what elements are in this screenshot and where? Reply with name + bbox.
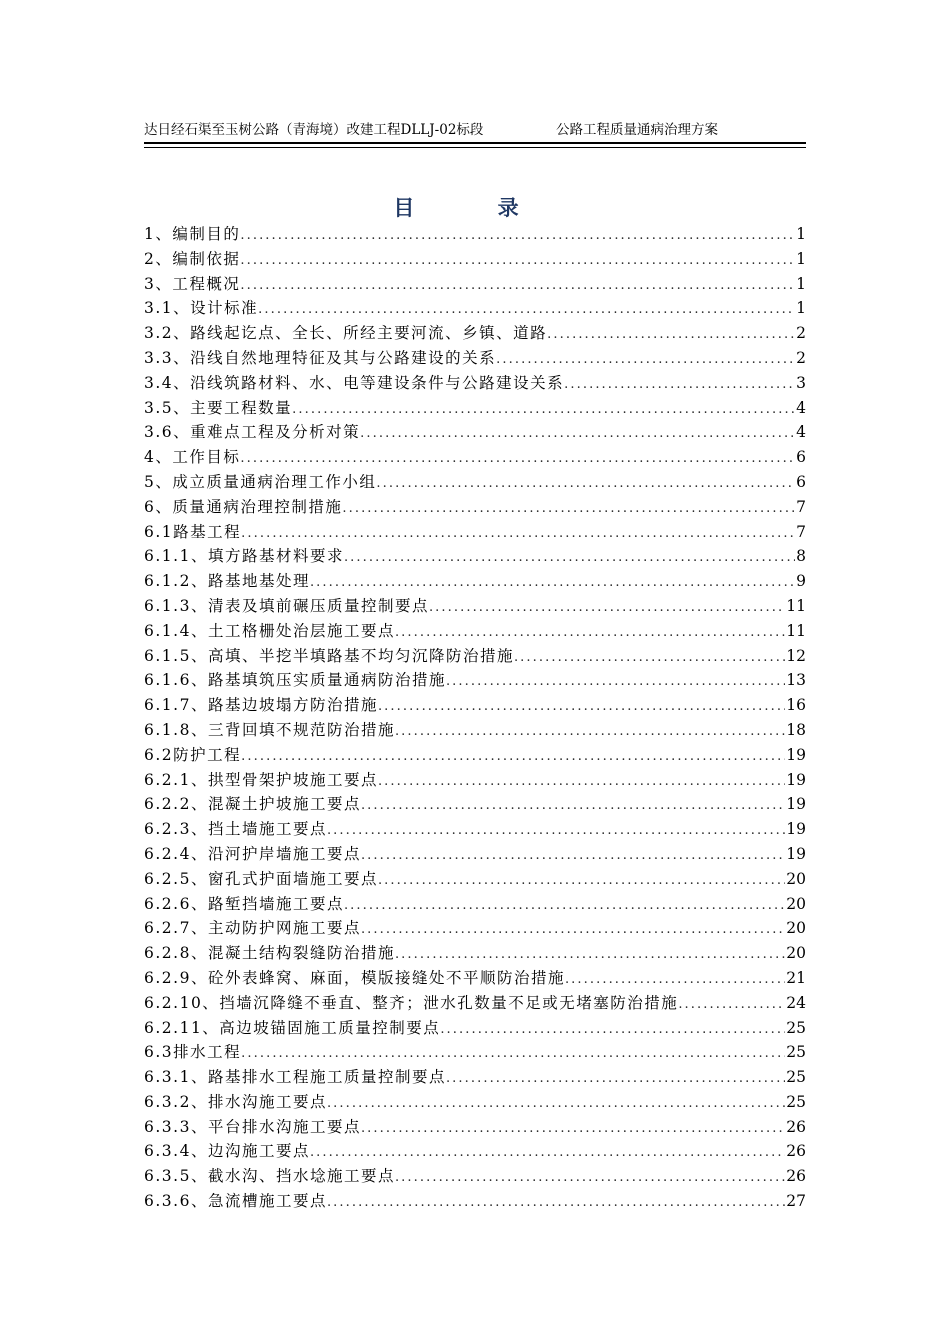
toc-entry-title: 6.1.8、三背回填不规范防治措施	[144, 720, 395, 739]
toc-entry[interactable]	[144, 594, 806, 619]
toc-entry[interactable]	[144, 520, 806, 545]
toc-entry[interactable]	[144, 941, 806, 966]
toc-entry[interactable]	[144, 544, 806, 569]
toc-entry-page: 7	[796, 522, 806, 541]
toc-entry-title: 6.1路基工程	[144, 522, 242, 541]
toc-leader-dots	[240, 224, 795, 249]
toc-entry-title: 6.3.3、平台排水沟施工要点	[144, 1117, 361, 1136]
toc-entry-title: 6.3排水工程	[144, 1043, 242, 1062]
toc-entry[interactable]	[144, 1090, 806, 1115]
toc-entry-title: 6.1.5、高填、半挖半填路基不均匀沉降防治措施	[144, 646, 514, 665]
toc-entry-title: 6、质量通病治理控制措施	[144, 497, 343, 516]
toc-entry-page: 25	[786, 1068, 806, 1087]
toc-entry-title: 6.3.6、急流槽施工要点	[144, 1192, 327, 1211]
toc-entry[interactable]	[144, 296, 806, 321]
toc-entry[interactable]	[144, 668, 806, 693]
toc-leader-dots	[292, 398, 795, 423]
toc-leader-dots	[310, 1141, 785, 1166]
header-document-name: 公路工程质量通病治理方案	[556, 122, 718, 138]
toc-entry[interactable]	[144, 396, 806, 421]
toc-entry-page: 25	[786, 1043, 806, 1062]
toc-entry-title: 3、工程概况	[144, 274, 241, 293]
toc-entry-title: 6.1.2、路基地基处理	[144, 572, 310, 591]
toc-entry-title: 6.2.10、挡墙沉降缝不垂直、整齐；泄水孔数量不足或无堵塞防治措施	[144, 993, 679, 1012]
toc-leader-dots	[376, 472, 795, 497]
toc-entry[interactable]	[144, 619, 806, 644]
toc-entry-page: 20	[786, 944, 806, 963]
toc-entry[interactable]	[144, 867, 806, 892]
toc-entry-title: 6.2.6、路堑挡墙施工要点	[144, 894, 344, 913]
toc-entry-title: 6.2.11、高边坡锚固施工质量控制要点	[144, 1018, 441, 1037]
toc-entry-title: 3.4、沿线筑路材料、水、电等建设条件与公路建设关系	[144, 373, 565, 392]
toc-leader-dots	[327, 1092, 785, 1117]
toc-entry-page: 12	[786, 646, 806, 665]
toc-entry[interactable]	[144, 495, 806, 520]
toc-entry-title: 6.2.2、混凝土护坡施工要点	[144, 795, 361, 814]
toc-entry-page: 6	[796, 448, 806, 467]
toc-entry[interactable]	[144, 420, 806, 445]
toc-entry-title: 6.1.4、土工格栅处治层施工要点	[144, 621, 395, 640]
toc-leader-dots	[429, 596, 785, 621]
toc-entry-page: 13	[786, 671, 806, 690]
toc-leader-dots	[395, 621, 785, 646]
toc-entry-page: 2	[796, 348, 806, 367]
toc-leader-dots	[361, 1117, 785, 1142]
toc-entry-title: 6.3.2、排水沟施工要点	[144, 1092, 327, 1111]
toc-entry-page: 6	[796, 472, 806, 491]
toc-entry[interactable]	[144, 644, 806, 669]
toc-leader-dots	[446, 1067, 785, 1092]
toc-leader-dots	[496, 348, 795, 373]
header-rule-thin	[144, 147, 806, 148]
toc-leader-dots	[327, 819, 785, 844]
toc-leader-dots	[258, 298, 795, 323]
header-project-name: 达日经石渠至玉树公路（青海境）改建工程DLLJ-02标段	[144, 122, 484, 138]
toc-leader-dots	[344, 546, 795, 571]
table-of-contents	[144, 222, 806, 1214]
toc-entry-page: 20	[786, 869, 806, 888]
toc-leader-dots	[547, 323, 795, 348]
toc-entry-page: 27	[786, 1192, 806, 1211]
toc-leader-dots	[514, 646, 785, 671]
toc-entry[interactable]	[144, 768, 806, 793]
toc-entry-title: 6.2防护工程	[144, 745, 242, 764]
toc-entry-page: 19	[786, 745, 806, 764]
toc-entry-title: 3.6、重难点工程及分析对策	[144, 423, 361, 442]
toc-entry-page: 11	[786, 621, 806, 640]
toc-entry-page: 24	[786, 993, 806, 1012]
toc-leader-dots	[342, 497, 795, 522]
toc-entry-page: 1	[796, 249, 806, 268]
toc-entry-title: 3.1、设计标准	[144, 299, 259, 318]
toc-leader-dots	[241, 522, 795, 547]
toc-entry-page: 25	[786, 1018, 806, 1037]
toc-leader-dots	[361, 794, 785, 819]
toc-entry[interactable]	[144, 693, 806, 718]
toc-entry[interactable]	[144, 272, 806, 297]
toc-leader-dots	[378, 695, 785, 720]
toc-entry[interactable]	[144, 892, 806, 917]
toc-entry-title: 6.3.5、截水沟、挡水埝施工要点	[144, 1167, 395, 1186]
toc-entry-title: 6.1.6、路基填筑压实质量通病防治措施	[144, 671, 446, 690]
toc-entry-title: 6.2.4、沿河护岸墙施工要点	[144, 844, 361, 863]
toc-entry-page: 19	[786, 795, 806, 814]
toc-entry[interactable]	[144, 371, 806, 396]
toc-entry-title: 6.1.1、填方路基材料要求	[144, 547, 344, 566]
header-rule-thick	[144, 142, 806, 144]
toc-entry-page: 4	[796, 423, 806, 442]
toc-entry-page: 7	[796, 497, 806, 516]
toc-entry-page: 1	[796, 225, 806, 243]
toc-entry-page: 16	[786, 696, 806, 715]
toc-entry-page: 4	[796, 398, 806, 417]
toc-leader-dots	[240, 274, 795, 299]
toc-leader-dots	[395, 720, 785, 745]
toc-entry-page: 20	[786, 919, 806, 938]
toc-entry-page: 2	[796, 324, 806, 343]
toc-entry-title: 5、成立质量通病治理工作小组	[144, 472, 377, 491]
toc-leader-dots	[678, 993, 785, 1018]
toc-entry-page: 25	[786, 1092, 806, 1111]
toc-entry[interactable]	[144, 222, 806, 247]
toc-entry[interactable]	[144, 743, 806, 768]
toc-entry[interactable]	[144, 991, 806, 1016]
toc-entry-title: 6.2.9、砼外表蜂窝、麻面，模版接缝处不平顺防治措施	[144, 968, 565, 987]
toc-entry-page: 8	[796, 547, 806, 566]
toc-entry[interactable]	[144, 718, 806, 743]
toc-entry-page: 20	[786, 894, 806, 913]
toc-entry-page: 26	[786, 1142, 806, 1161]
toc-entry-title: 6.3.4、边沟施工要点	[144, 1142, 310, 1161]
toc-entry[interactable]	[144, 966, 806, 991]
toc-entry[interactable]	[144, 1139, 806, 1164]
toc-leader-dots	[395, 943, 785, 968]
toc-entry[interactable]	[144, 792, 806, 817]
toc-entry[interactable]	[144, 916, 806, 941]
toc-entry[interactable]	[144, 470, 806, 495]
toc-entry-page: 1	[796, 274, 806, 293]
toc-entry-page: 26	[786, 1167, 806, 1186]
toc-leader-dots	[360, 422, 795, 447]
toc-leader-dots	[564, 373, 795, 398]
toc-leader-dots	[378, 770, 785, 795]
toc-entry-title: 6.2.7、主动防护网施工要点	[144, 919, 361, 938]
toc-entry[interactable]	[144, 1040, 806, 1065]
toc-entry[interactable]	[144, 569, 806, 594]
toc-entry-page: 19	[786, 820, 806, 839]
toc-entry[interactable]	[144, 817, 806, 842]
toc-leader-dots	[327, 1191, 785, 1216]
toc-entry[interactable]	[144, 247, 806, 272]
toc-entry-page: 11	[786, 596, 806, 615]
toc-leader-dots	[440, 1018, 785, 1043]
toc-entry-page: 21	[786, 968, 806, 987]
toc-entry[interactable]	[144, 1115, 806, 1140]
toc-entry[interactable]	[144, 321, 806, 346]
toc-leader-dots	[446, 670, 785, 695]
toc-entry[interactable]	[144, 346, 806, 371]
toc-entry-title: 6.1.3、清表及填前碾压质量控制要点	[144, 596, 429, 615]
toc-entry-page: 1	[796, 299, 806, 318]
toc-leader-dots	[565, 968, 785, 993]
toc-entry[interactable]	[144, 1164, 806, 1189]
toc-leader-dots	[395, 1166, 785, 1191]
toc-entry-title: 6.2.1、拱型骨架护坡施工要点	[144, 770, 378, 789]
toc-entry-title: 6.1.7、路基边坡塌方防治措施	[144, 696, 378, 715]
toc-entry-title: 4、工作目标	[144, 448, 241, 467]
toc-title: 目 录	[393, 196, 557, 220]
toc-entry-page: 19	[786, 770, 806, 789]
toc-entry-title: 2、编制依据	[144, 249, 241, 268]
toc-entry[interactable]	[144, 842, 806, 867]
toc-entry-title: 6.2.8、混凝土结构裂缝防治措施	[144, 944, 395, 963]
toc-leader-dots	[241, 1042, 785, 1067]
toc-leader-dots	[241, 745, 785, 770]
toc-leader-dots	[361, 918, 785, 943]
toc-entry-title: 1、编制目的	[144, 225, 241, 243]
toc-entry[interactable]	[144, 1065, 806, 1090]
page-header	[144, 118, 806, 140]
toc-entry[interactable]	[144, 445, 806, 470]
toc-leader-dots	[378, 869, 785, 894]
toc-entry-title: 3.2、路线起讫点、全长、所经主要河流、乡镇、道路	[144, 324, 548, 343]
toc-leader-dots	[240, 249, 795, 274]
toc-leader-dots	[344, 894, 785, 919]
toc-entry[interactable]	[144, 1016, 806, 1041]
toc-entry-title: 6.3.1、路基排水工程施工质量控制要点	[144, 1068, 446, 1087]
toc-entry-title: 3.3、沿线自然地理特征及其与公路建设的关系	[144, 348, 497, 367]
toc-entry-page: 19	[786, 844, 806, 863]
toc-entry-page: 26	[786, 1117, 806, 1136]
toc-leader-dots	[240, 447, 795, 472]
toc-entry-title: 6.2.3、挡土墙施工要点	[144, 820, 327, 839]
toc-entry-page: 9	[796, 572, 806, 591]
toc-entry[interactable]	[144, 1189, 806, 1214]
toc-leader-dots	[310, 571, 795, 596]
toc-leader-dots	[361, 844, 785, 869]
toc-entry-page: 3	[796, 373, 806, 392]
toc-entry-title: 3.5、主要工程数量	[144, 398, 293, 417]
toc-entry-title: 6.2.5、窗孔式护面墙施工要点	[144, 869, 378, 888]
toc-entry-page: 18	[786, 720, 806, 739]
